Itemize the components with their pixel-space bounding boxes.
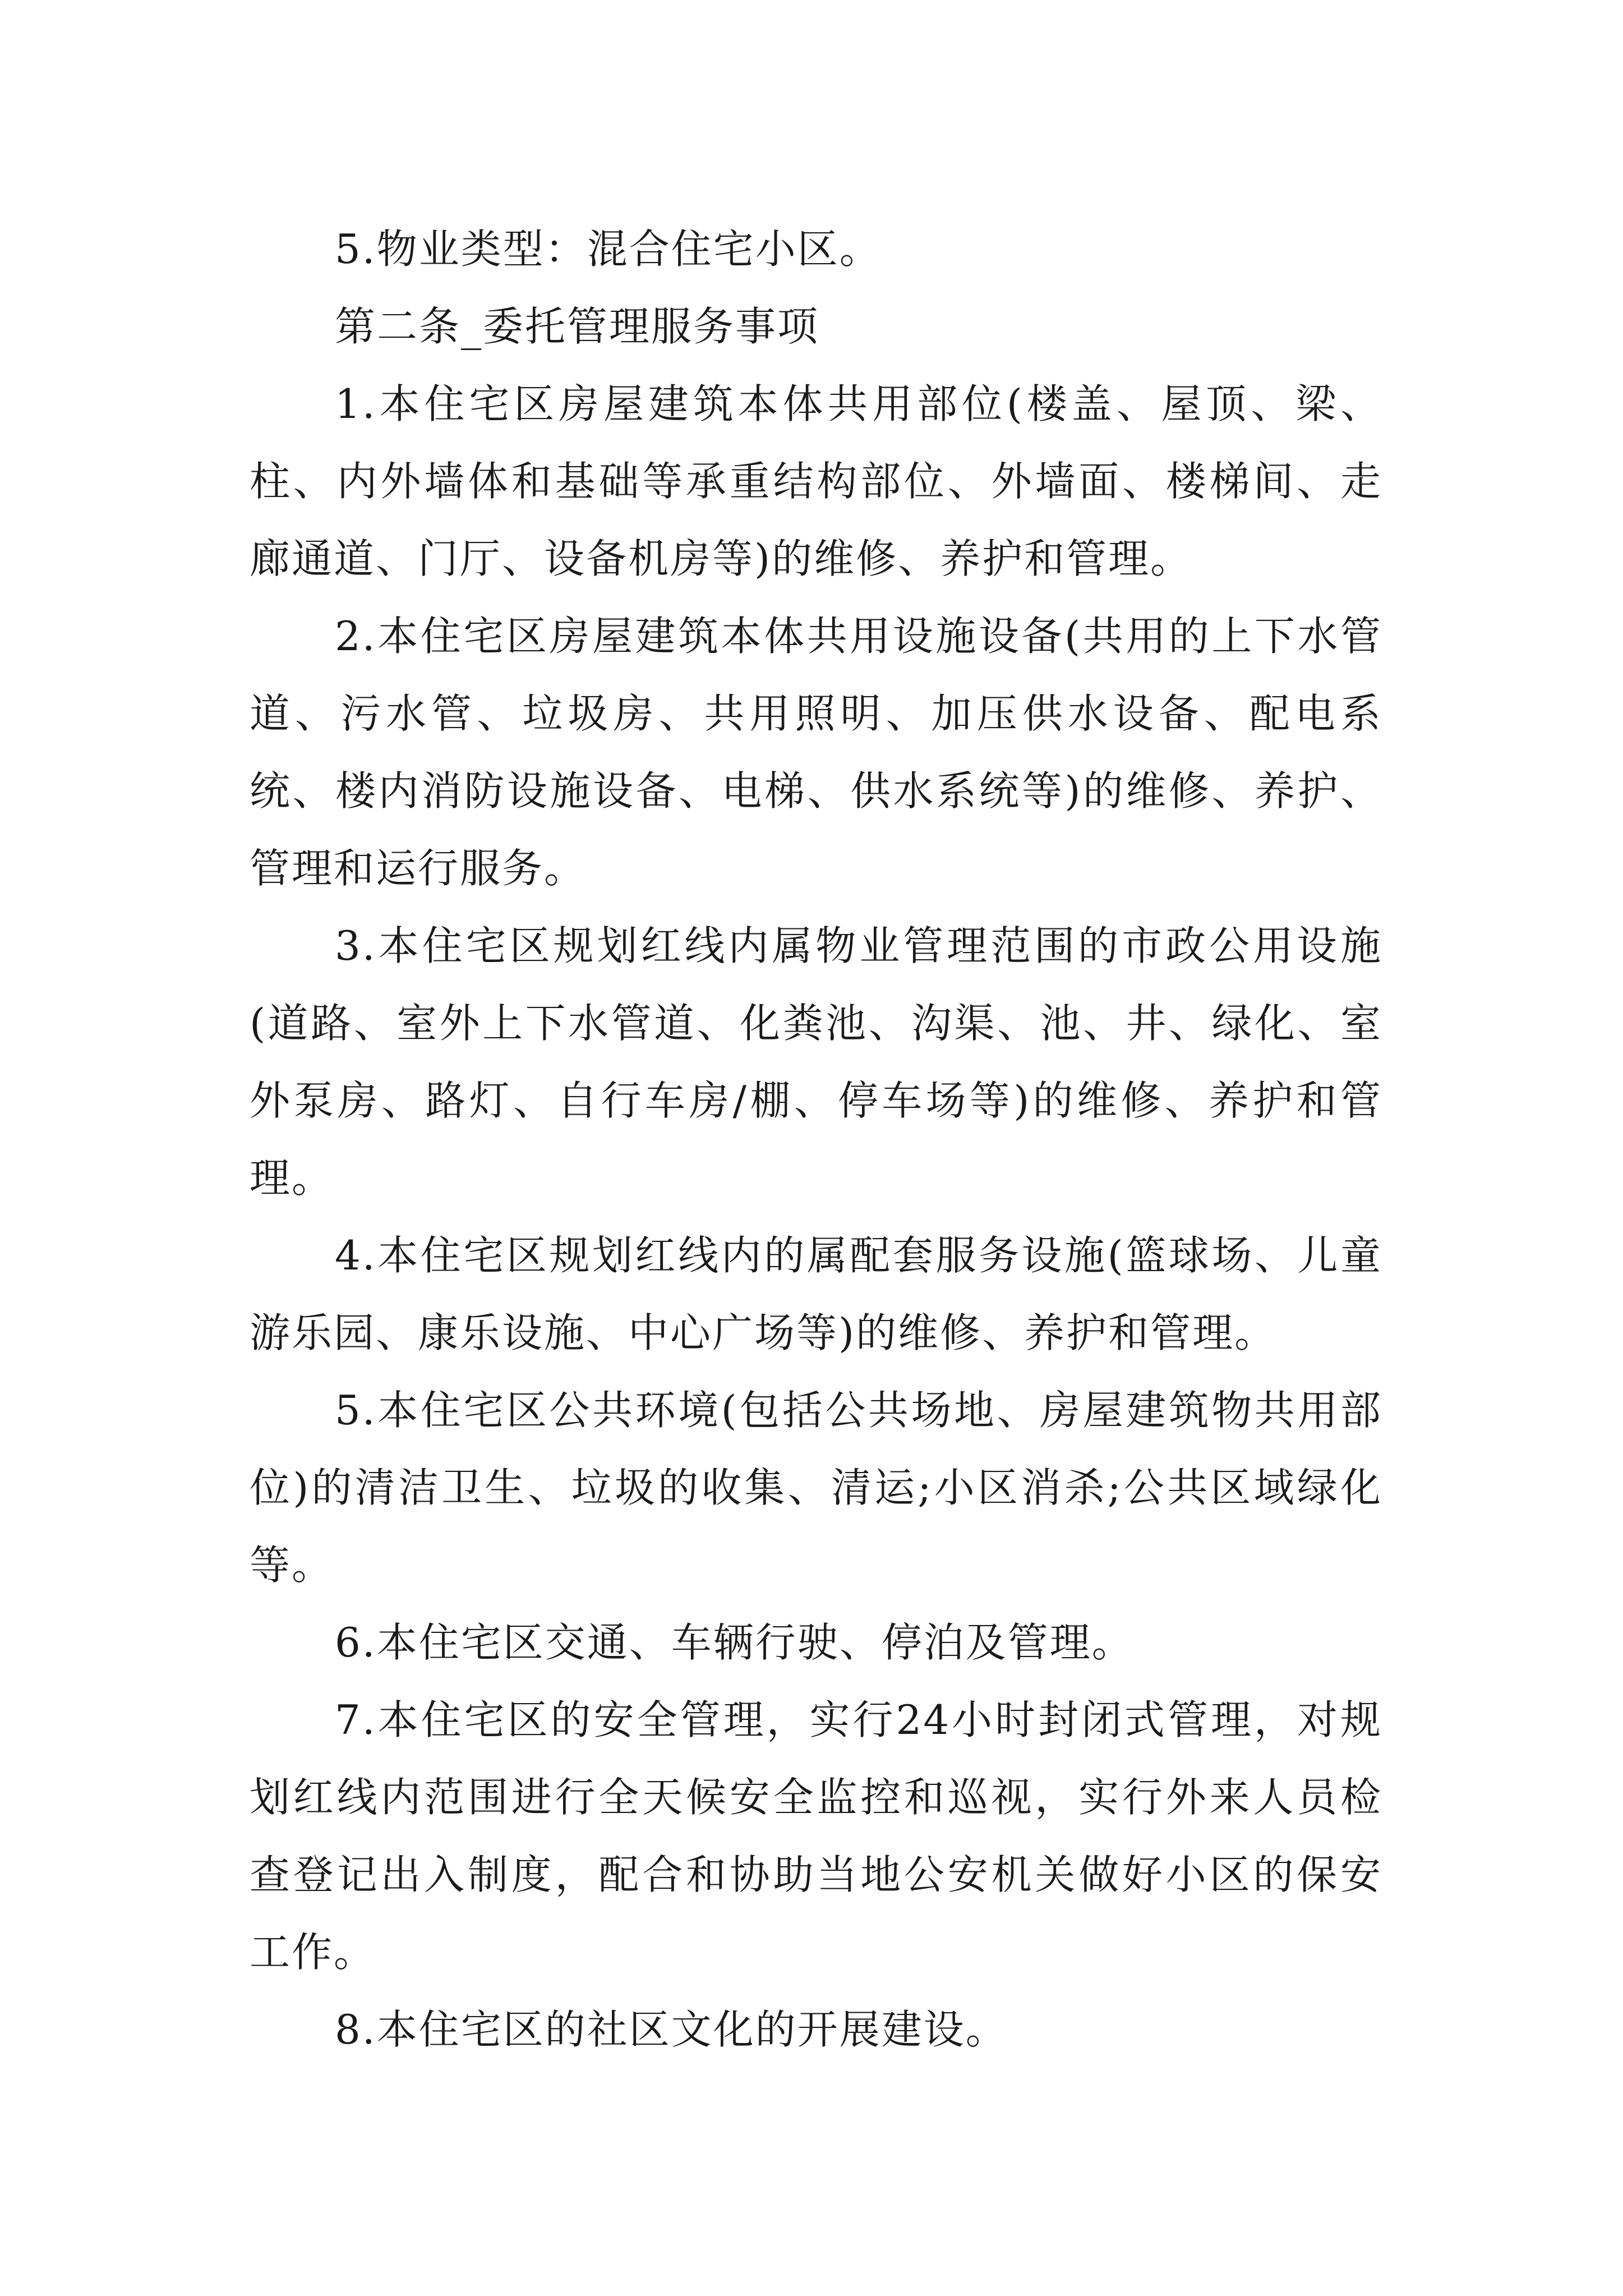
property-type-line: 5.物业类型：混合住宅小区。 xyxy=(335,226,882,273)
service-item-8: 8.本住宅区的社区文化的开展建设。 xyxy=(335,2006,1008,2053)
document-body xyxy=(250,210,1382,2068)
service-item-4: 4.本住宅区规划红线内的属配套服务设施(篮球场、儿童游乐园、康乐设施、中心广场等)的维修、养护和管理。 xyxy=(250,1232,1382,1356)
service-item-1: 1.本住宅区房屋建筑本体共用部位(楼盖、屋顶、梁、柱、内外墙体和基础等承重结构部位、外墙面、楼梯间、走廊通道、门厅、设备机房等)的维修、养护和管理。 xyxy=(250,380,1382,582)
service-item-3: 3.本住宅区规划红线内属物业管理范围的市政公用设施(道路、室外上下水管道、化粪池、沟渠、池、井、绿化、室外泵房、路灯、自行车房/棚、停车场等)的维修、养护和管理。 xyxy=(250,922,1382,1202)
service-item-6: 6.本住宅区交通、车辆行驶、停泊及管理。 xyxy=(335,1619,1134,1666)
service-item-5: 5.本住宅区公共环境(包括公共场地、房屋建筑物共用部位)的清洁卫生、垃圾的收集、清运;小区消杀;公共区域绿化等。 xyxy=(250,1387,1382,1589)
service-item-2: 2.本住宅区房屋建筑本体共用设施设备(共用的上下水管道、污水管、垃圾房、共用照明、加压供水设备、配电系统、楼内消防设施设备、电梯、供水系统等)的维修、养护、管理和运行服务。 xyxy=(250,613,1382,892)
service-item-7: 7.本住宅区的安全管理，实行24小时封闭式管理，对规划红线内范围进行全天候安全监控和巡视，实行外来人员检查登记出入制度，配合和协助当地公安机关做好小区的保安工作。 xyxy=(250,1696,1382,1976)
section-title: 第二条_委托管理服务事项 xyxy=(335,303,820,350)
